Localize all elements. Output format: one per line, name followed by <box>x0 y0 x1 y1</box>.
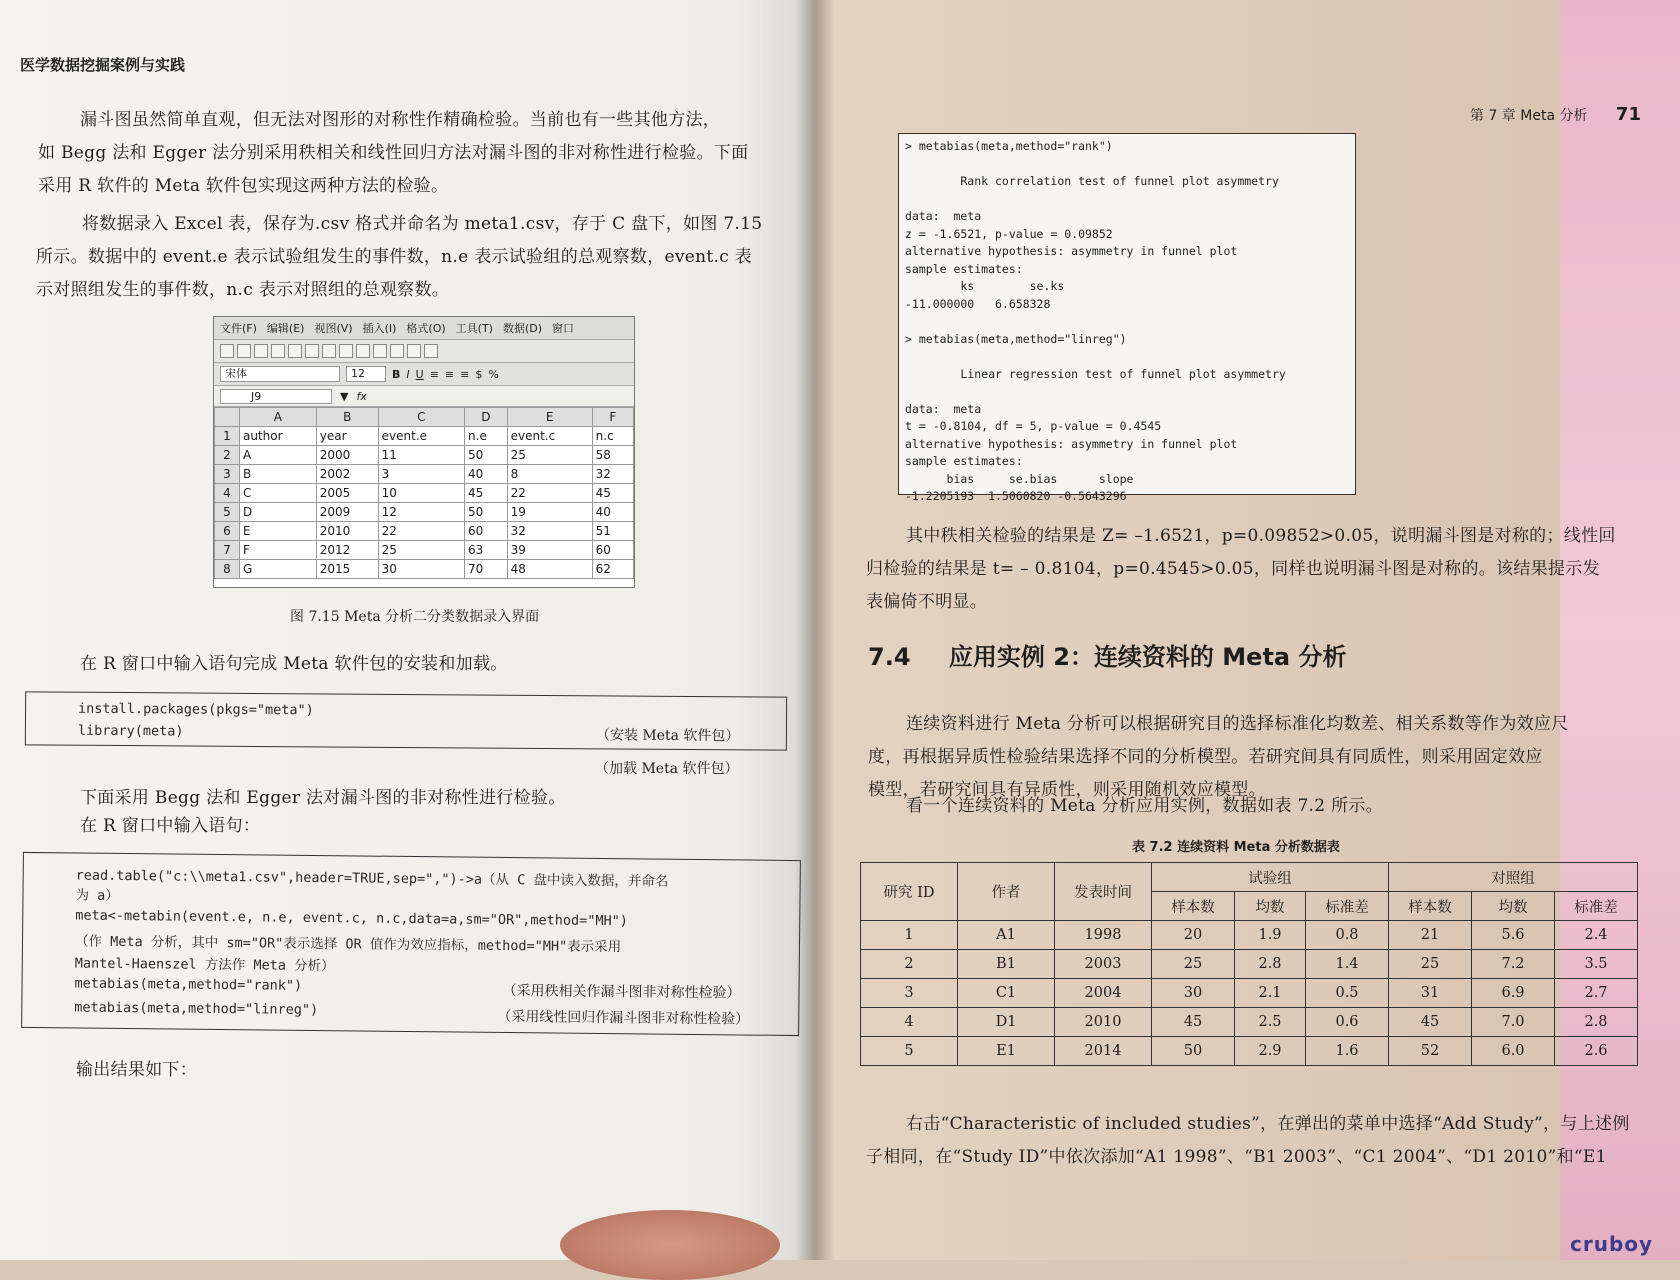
header-author: 作者 <box>958 863 1055 921</box>
table-cell: 30 <box>1152 979 1235 1008</box>
table-cell: A1 <box>958 921 1055 950</box>
excel-cell[interactable]: n.e <box>465 427 508 446</box>
open-icon[interactable] <box>237 344 251 358</box>
table-cell: 20 <box>1152 921 1235 950</box>
header-control-group: 对照组 <box>1389 863 1638 892</box>
align-left-icon[interactable]: ≡ <box>429 367 439 381</box>
text-line: 表偏倚不明显。 <box>866 592 988 612</box>
link-icon[interactable] <box>407 344 421 358</box>
corner-cell[interactable] <box>215 408 240 427</box>
excel-cell[interactable]: 2002 <box>316 465 378 484</box>
excel-cell[interactable]: 11 <box>378 446 464 465</box>
excel-cell[interactable]: 8 <box>507 465 592 484</box>
text-line: 其中秩相关检验的结果是 Z= –1.6521，p=0.09852>0.05，说明漏斗图是对称的；线性回 <box>906 526 1616 546</box>
table-cell: 45 <box>1152 1008 1235 1037</box>
table-cell: 2 <box>861 950 958 979</box>
table-cell: 2.6 <box>1555 1037 1638 1066</box>
excel-cell[interactable]: 50 <box>465 503 508 522</box>
thumb <box>560 1210 780 1280</box>
excel-cell[interactable]: 70 <box>465 560 508 579</box>
paragraph-3: 在 R 窗口中输入语句完成 Meta 软件包的安装和加载。 <box>80 654 508 674</box>
excel-menubar <box>214 317 634 340</box>
table-row <box>861 950 1638 979</box>
running-header-right <box>1470 104 1641 125</box>
watermark: cruboy <box>1570 1232 1654 1256</box>
table-cell: 1.9 <box>1235 921 1306 950</box>
subheader-cell: 均数 <box>1472 892 1555 921</box>
subheader-cell: 标准差 <box>1555 892 1638 921</box>
excel-row <box>215 427 634 446</box>
excel-cell[interactable]: G <box>240 560 317 579</box>
table-row <box>861 1037 1638 1066</box>
font-size-select[interactable]: 12 <box>346 366 386 382</box>
table-cell: 50 <box>1152 1037 1235 1066</box>
table-cell: 2.8 <box>1555 1008 1638 1037</box>
subheader-cell: 样本数 <box>1152 892 1235 921</box>
paste-icon[interactable] <box>356 344 370 358</box>
row-header[interactable]: 2 <box>215 446 240 465</box>
header-study-id: 研究 ID <box>861 863 958 921</box>
table-cell: B1 <box>958 950 1055 979</box>
data-table <box>860 862 1638 1066</box>
excel-row <box>215 446 634 465</box>
excel-row <box>215 465 634 484</box>
excel-row <box>215 503 634 522</box>
font-select[interactable]: 宋体 <box>220 366 340 382</box>
excel-cell[interactable]: event.e <box>378 427 464 446</box>
row-header[interactable]: 3 <box>215 465 240 484</box>
paragraph-2 <box>36 208 763 307</box>
table-cell: 1 <box>861 921 958 950</box>
excel-cell[interactable]: 45 <box>592 484 633 503</box>
fx-icon: fx <box>356 389 367 403</box>
code-line: Mantel-Haenszel 方法作 Meta 分析） <box>74 955 335 975</box>
table-cell: 5.6 <box>1472 921 1555 950</box>
table-cell: 5 <box>861 1037 958 1066</box>
code-line: metabias(meta,method="linreg") <box>74 999 319 1019</box>
code-line: （作 Meta 分析，其中 sm="OR"表示选择 OR 值作为效应指标，method="MH"表示采用 <box>74 933 622 956</box>
header-experimental-group: 试验组 <box>1152 863 1389 892</box>
table-cell: 25 <box>1389 950 1472 979</box>
menu-view[interactable]: 视图(V) <box>314 322 353 335</box>
excel-cell[interactable]: 2010 <box>316 522 378 541</box>
currency-button[interactable]: $ <box>475 367 483 381</box>
book-gutter <box>795 0 835 1260</box>
align-right-icon[interactable]: ≡ <box>460 367 470 381</box>
table-cell: 3 <box>861 979 958 1008</box>
preview-icon[interactable] <box>288 344 302 358</box>
paragraph-4: 下面采用 Begg 法和 Egger 法对漏斗图的非对称性进行检验。 <box>80 788 566 808</box>
table-cell: D1 <box>958 1008 1055 1037</box>
text-line: 归检验的结果是 t= – 0.8104，p=0.4545>0.05，同样也说明漏斗图是对称的。该结果提示发 <box>866 559 1600 579</box>
code-box-install <box>25 691 787 750</box>
subheader-cell: 均数 <box>1235 892 1306 921</box>
section-title: 应用实例 2：连续资料的 Meta 分析 <box>948 643 1347 671</box>
underline-button[interactable]: U <box>415 367 424 381</box>
text-line: 所示。数据中的 event.e 表示试验组发生的事件数，n.e 表示试验组的总观察数，event.c 表 <box>36 247 753 267</box>
excel-cell[interactable]: event.c <box>507 427 592 446</box>
excel-cell[interactable]: 40 <box>465 465 508 484</box>
table-cell: E1 <box>958 1037 1055 1066</box>
row-header[interactable]: 6 <box>215 522 240 541</box>
code-line: read.table("c:\\meta1.csv",header=TRUE,sep=",")->a（从 C 盘中读入数据，并命名 <box>75 867 669 890</box>
excel-cell[interactable]: 12 <box>378 503 464 522</box>
excel-row <box>215 560 634 579</box>
italic-button[interactable]: I <box>406 367 410 381</box>
excel-cell[interactable]: 22 <box>507 484 592 503</box>
table-cell: 52 <box>1389 1037 1472 1066</box>
row-header[interactable]: 7 <box>215 541 240 560</box>
column-header[interactable]: E <box>507 408 592 427</box>
excel-cell[interactable]: 60 <box>465 522 508 541</box>
table-cell: 2010 <box>1055 1008 1152 1037</box>
table-cell: C1 <box>958 979 1055 1008</box>
excel-toolbar <box>214 340 634 363</box>
text-line: 漏斗图虽然简单直观，但无法对图形的对称性作精确检验。当前也有一些其他方法， <box>80 110 721 130</box>
excel-cell[interactable]: 2015 <box>316 560 378 579</box>
table-cell: 7.2 <box>1472 950 1555 979</box>
paragraph-6: 输出结果如下： <box>76 1060 198 1080</box>
table-cell: 6.9 <box>1472 979 1555 1008</box>
excel-row <box>215 522 634 541</box>
table-row <box>861 921 1638 950</box>
paragraph-5: 在 R 窗口中输入语句： <box>80 816 261 836</box>
excel-cell[interactable]: 51 <box>592 522 633 541</box>
excel-cell[interactable]: E <box>240 522 317 541</box>
excel-screenshot <box>213 316 635 588</box>
text-line: 右击“Characteristic of included studies”，在弹出的菜单中选择“Add Study”，与上述例 <box>906 1114 1630 1134</box>
code-line: meta<-metabin(event.e, n.e, event.c, n.c,data=a,sm="OR",method="MH") <box>75 907 629 930</box>
excel-cell[interactable]: 10 <box>378 484 464 503</box>
menu-insert[interactable]: 插入(I) <box>362 322 397 335</box>
excel-name-bar <box>214 386 634 407</box>
code-box-analysis <box>21 852 801 1036</box>
excel-cell[interactable]: 40 <box>592 503 633 522</box>
table-cell: 2014 <box>1055 1037 1152 1066</box>
undo-icon[interactable] <box>373 344 387 358</box>
code-comment: （加载 Meta 软件包） <box>595 761 739 777</box>
text-line: 如 Begg 法和 Egger 法分别采用秩相关和线性回归方法对漏斗图的非对称性进行检验。下面 <box>38 143 749 163</box>
subheader-cell: 样本数 <box>1389 892 1472 921</box>
column-header[interactable]: D <box>465 408 508 427</box>
text-line: 模型，若研究间具有异质性，则采用随机效应模型。 <box>868 780 1266 800</box>
save-icon[interactable] <box>254 344 268 358</box>
excel-row <box>215 484 634 503</box>
table-cell: 2.1 <box>1235 979 1306 1008</box>
excel-cell[interactable]: 19 <box>507 503 592 522</box>
excel-cell[interactable]: 60 <box>592 541 633 560</box>
table-cell: 2.9 <box>1235 1037 1306 1066</box>
table-cell: 3.5 <box>1555 950 1638 979</box>
menu-edit[interactable]: 编辑(E) <box>266 322 305 335</box>
paragraph-results <box>866 520 1616 619</box>
table-cell: 7.0 <box>1472 1008 1555 1037</box>
excel-cell[interactable]: 63 <box>465 541 508 560</box>
column-header-row <box>215 408 634 427</box>
cut-icon[interactable] <box>322 344 336 358</box>
menu-tools[interactable]: 工具(T) <box>455 322 493 335</box>
table-cell: 2.8 <box>1235 950 1306 979</box>
table-cell: 2003 <box>1055 950 1152 979</box>
excel-cell[interactable]: 45 <box>465 484 508 503</box>
header-year: 发表时间 <box>1055 863 1152 921</box>
code-line: metabias(meta,method="rank") <box>74 975 303 994</box>
paragraph-1 <box>38 104 749 203</box>
text-line: 子相同，在“Study ID”中依次添加“A1 1998”、“B1 2003”、“C1 2004”、“D1 2010”和“E1 <box>866 1147 1607 1167</box>
table-cell: 6.0 <box>1472 1037 1555 1066</box>
figure-caption: 图 7.15 Meta 分析二分类数据录入界面 <box>290 609 540 625</box>
excel-cell[interactable]: D <box>240 503 317 522</box>
table-cell: 2004 <box>1055 979 1152 1008</box>
code-line: install.packages(pkgs="meta") <box>78 700 314 719</box>
excel-cell[interactable]: 32 <box>592 465 633 484</box>
r-console-output: > metabias(meta,method="rank") Rank correlation test of funnel plot asymmetry data: meta z = -1.6521, p-value = 0.09852 alternative hypothesis: asymmetry in funnel plot sample estimates: ks se.ks -11.000000 6.658328 > metabias(meta,method="linreg") Linear regression test of funnel plot asymmetry data: meta t = -0.8104, df = 5, p-value = 0.4545 alternative hypothesis: asymmetry in funnel plot sample estimates: bias se.bias slope -1.2205193 1.5060820 -0.5643296 <box>905 139 1286 503</box>
code-comment: （采用秩相关作漏斗图非对称性检验） <box>502 982 741 1002</box>
sum-icon[interactable] <box>424 344 438 358</box>
column-header[interactable]: C <box>378 408 464 427</box>
table-cell: 0.8 <box>1306 921 1389 950</box>
table-cell: 1.4 <box>1306 950 1389 979</box>
table-cell: 0.6 <box>1306 1008 1389 1037</box>
table-cell: 0.5 <box>1306 979 1389 1008</box>
excel-cell[interactable]: 39 <box>507 541 592 560</box>
row-header[interactable]: 1 <box>215 427 240 446</box>
row-header[interactable]: 8 <box>215 560 240 579</box>
menu-format[interactable]: 格式(O) <box>406 322 446 335</box>
bold-button[interactable]: B <box>392 367 401 381</box>
table-row <box>861 979 1638 1008</box>
excel-cell[interactable]: author <box>240 427 317 446</box>
spellcheck-icon[interactable] <box>305 344 319 358</box>
table-cell: 2.4 <box>1555 921 1638 950</box>
section-heading <box>868 637 1346 672</box>
chapter-title: 第 7 章 Meta 分析 <box>1470 108 1588 124</box>
table-cell: 45 <box>1389 1008 1472 1037</box>
excel-cell[interactable]: 3 <box>378 465 464 484</box>
table-cell: 31 <box>1389 979 1472 1008</box>
table-cell: 2.5 <box>1235 1008 1306 1037</box>
page-number: 71 <box>1615 104 1641 125</box>
excel-cell[interactable]: 2000 <box>316 446 378 465</box>
text-line: 示对照组发生的事件数，n.c 表示对照组的总观察数。 <box>36 280 450 300</box>
code-comment: （采用线性回归作漏斗图非对称性检验） <box>497 1008 750 1028</box>
excel-cell[interactable]: 22 <box>378 522 464 541</box>
r-output-box <box>898 133 1356 503</box>
subheader-cell: 标准差 <box>1306 892 1389 921</box>
excel-cell[interactable]: 62 <box>592 560 633 579</box>
excel-cell[interactable]: 30 <box>378 560 464 579</box>
excel-row <box>215 541 634 560</box>
excel-cell[interactable]: 2012 <box>316 541 378 560</box>
table-title: 表 7.2 连续资料 Meta 分析数据表 <box>1132 840 1340 855</box>
excel-cell[interactable]: 58 <box>592 446 633 465</box>
new-icon[interactable] <box>220 344 234 358</box>
code-comment: （安装 Meta 软件包） <box>595 727 740 745</box>
row-header[interactable]: 4 <box>215 484 240 503</box>
table-cell: 25 <box>1152 950 1235 979</box>
copy-icon[interactable] <box>339 344 353 358</box>
column-header[interactable]: F <box>592 408 633 427</box>
left-page <box>0 0 815 1260</box>
row-header[interactable]: 5 <box>215 503 240 522</box>
print-icon[interactable] <box>271 344 285 358</box>
excel-cell[interactable]: year <box>316 427 378 446</box>
excel-cell[interactable]: 50 <box>465 446 508 465</box>
excel-cell[interactable]: 2009 <box>316 503 378 522</box>
menu-window[interactable]: 窗口 <box>552 322 575 335</box>
code-line: 为 a） <box>75 887 119 904</box>
excel-cell[interactable]: 25 <box>507 446 592 465</box>
excel-cell[interactable]: 32 <box>507 522 592 541</box>
redo-icon[interactable] <box>390 344 404 358</box>
menu-file[interactable]: 文件(F) <box>220 322 257 335</box>
excel-cell[interactable]: 2005 <box>316 484 378 503</box>
table-cell: 21 <box>1389 921 1472 950</box>
table-cell: 1.6 <box>1306 1037 1389 1066</box>
table-header-row <box>861 863 1638 892</box>
excel-cell[interactable]: 25 <box>378 541 464 560</box>
text-line: 采用 R 软件的 Meta 软件包实现这两种方法的检验。 <box>38 176 449 196</box>
table-row <box>861 1008 1638 1037</box>
running-header: 医学数据挖掘案例与实践 <box>20 56 186 74</box>
menu-data[interactable]: 数据(D) <box>502 322 543 335</box>
table-cell: 2.7 <box>1555 979 1638 1008</box>
excel-cell[interactable]: A <box>240 446 317 465</box>
text-line: 度，再根据异质性检验结果选择不同的分析模型。若研究间具有同质性，则采用固定效应 <box>868 747 1543 767</box>
column-header[interactable]: B <box>316 408 378 427</box>
percent-button[interactable]: % <box>488 367 499 381</box>
paragraph-example: 看一个连续资料的 Meta 分析应用实例，数据如表 7.2 所示。 <box>906 796 1383 816</box>
text-line: 将数据录入 Excel 表，保存为.csv 格式并命名为 meta1.csv，存于 C 盘下，如图 7.15 <box>82 214 763 234</box>
excel-cell[interactable]: n.c <box>592 427 633 446</box>
name-box[interactable]: J9 <box>220 389 332 404</box>
pink-cloth-background <box>1560 0 1680 1260</box>
excel-cell[interactable]: C <box>240 484 317 503</box>
code-line: library(meta) <box>77 722 184 740</box>
excel-cell[interactable]: B <box>240 465 317 484</box>
table-cell: 4 <box>861 1008 958 1037</box>
excel-format-bar <box>214 363 634 386</box>
excel-cell[interactable]: F <box>240 541 317 560</box>
paragraph-add-study <box>866 1108 1630 1174</box>
excel-grid <box>214 407 634 579</box>
align-center-icon[interactable]: ≡ <box>444 367 455 381</box>
section-number: 7.4 <box>868 643 911 671</box>
text-line: 连续资料进行 Meta 分析可以根据研究目的选择标准化均数差、相关系数等作为效应尺 <box>906 714 1569 734</box>
table-cell: 1998 <box>1055 921 1152 950</box>
excel-cell[interactable]: 48 <box>507 560 592 579</box>
column-header[interactable]: A <box>240 408 317 427</box>
dropdown-icon[interactable]: ▼ <box>340 389 349 403</box>
